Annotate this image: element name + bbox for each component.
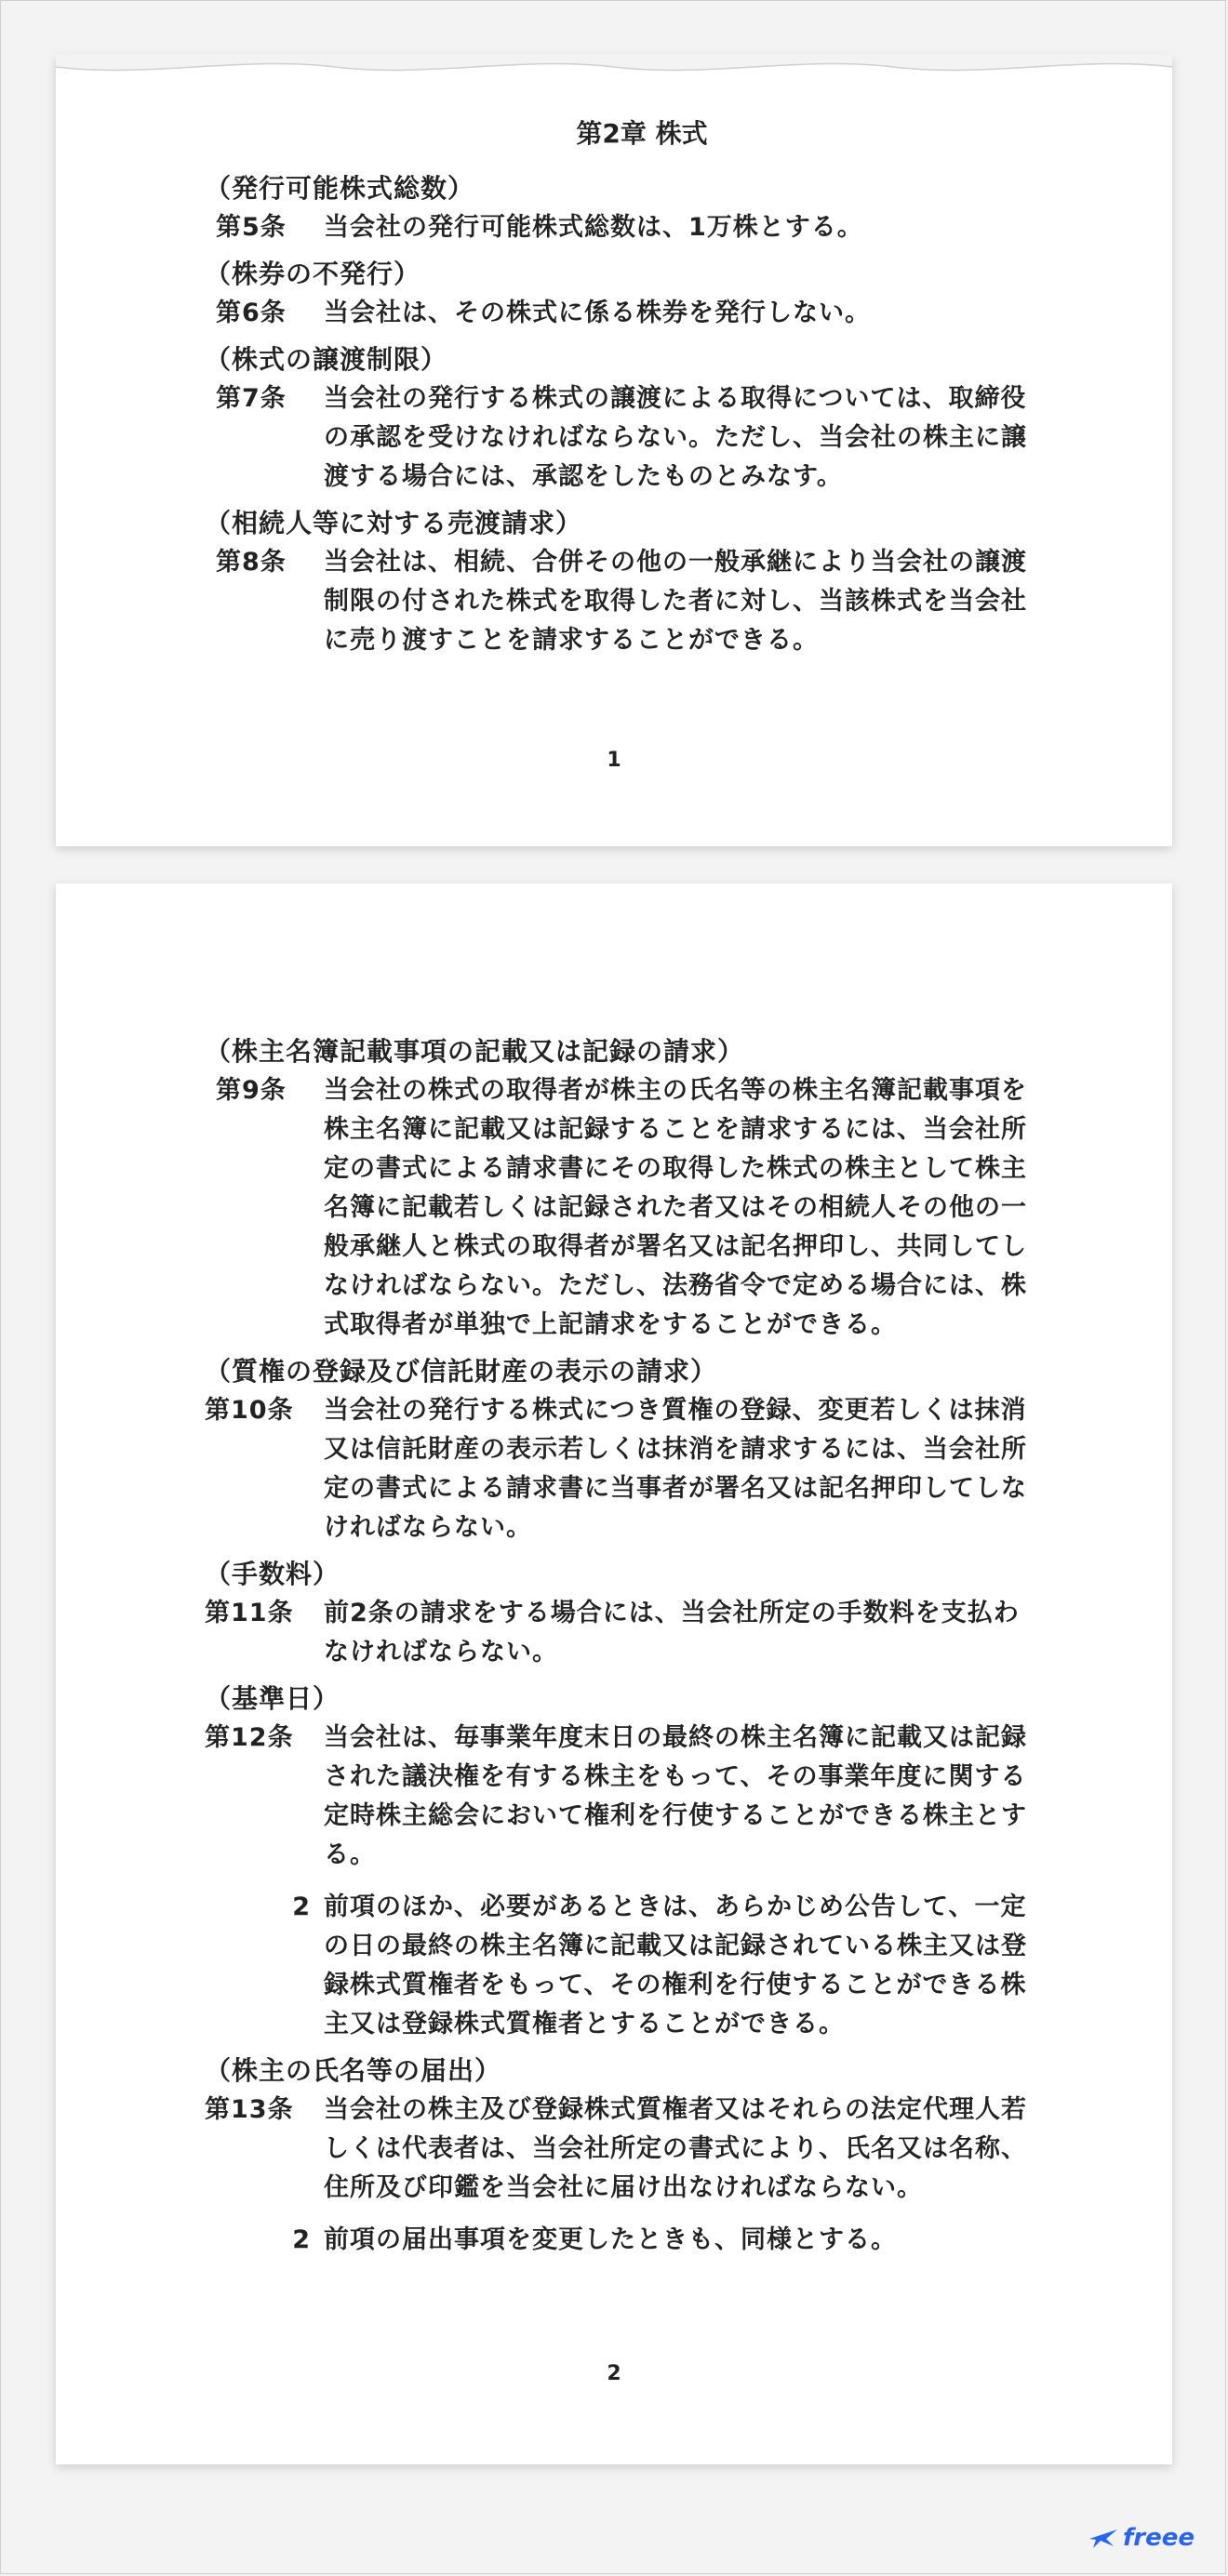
article-text: 当会社の発行する株式につき質権の登録、変更若しくは抹消又は信託財産の表示若しくは抹消を請求するには、当会社所定の書式による請求書に当事者が署名又は記名押印してしなければならない。 (324, 1396, 1027, 1542)
article-heading: （株主名簿記載事項の記載又は記録の請求） (205, 1036, 745, 1067)
article-10 (205, 1352, 1042, 1547)
article-9 (205, 1032, 1042, 1345)
torn-edge (56, 54, 1172, 80)
paragraph-text: 前項のほか、必要があるときは、あらかじめ公告して、一定の日の最終の株主名簿に記載又は記録されている株主又は登録株式質権者をもって、その権利を行使することができる株主又は登録株式質権者とすることができる。 (324, 1892, 1027, 2038)
logo-text: freee (1122, 2524, 1195, 2552)
article-heading: （質権の登録及び信託財産の表示の請求） (205, 1356, 718, 1387)
article-number: 第12条 (205, 1723, 294, 1752)
page-number: 1 (607, 749, 621, 772)
freee-logo (1088, 2524, 1195, 2552)
article-number: 第5条 (216, 213, 287, 242)
article-text: 当会社の株式の取得者が株主の氏名等の株主名簿記載事項を株主名簿に記載又は記録することを請求するには、当会社所定の書式による請求書にその取得した株式の株主として株主名簿に記載若しくは記録された者又はその相続人その他の一般承継人と株式の取得者が署名又は記名押印し、共同してしなければならない。ただし、法務省令で定める場合には、株式取得者が単独で上記請求をすることができる。 (324, 1076, 1027, 1339)
article-text: 前2条の請求をする場合には、当会社所定の手数料を支払わなければならない。 (324, 1599, 1020, 1666)
paragraph-text: 前項の届出事項を変更したときも、同様とする。 (324, 2225, 897, 2254)
article-13 (205, 2052, 1042, 2260)
article-heading: （株主の氏名等の届出） (205, 2055, 502, 2086)
article-8 (205, 504, 1042, 660)
article-number: 第8条 (216, 548, 287, 577)
article-6 (205, 255, 1042, 333)
article-text: 当会社の発行可能株式総数は、1万株とする。 (324, 213, 863, 242)
article-number: 第10条 (205, 1396, 294, 1425)
article-heading: （発行可能株式総数） (205, 173, 475, 204)
document-page-2 (56, 883, 1172, 2464)
article-heading: （株券の不発行） (205, 259, 421, 289)
article-7 (205, 340, 1042, 497)
article-text: 当会社は、その株式に係る株券を発行しない。 (324, 299, 871, 327)
article-heading: （基準日） (205, 1683, 340, 1714)
article-text: 当会社は、毎事業年度末日の最終の株主名簿に記載又は記録された議決権を有する株主をもって、その事業年度に関する定時株主総会において権利を行使することができる株主とする。 (324, 1723, 1027, 1869)
article-text: 当会社の株主及び登録株式質権者又はそれらの法定代理人若しくは代表者は、当会社所定の書式により、氏名又は名称、住所及び印鑑を当会社に届け出なければならない。 (324, 2095, 1027, 2202)
freee-bird-icon (1088, 2526, 1119, 2550)
article-5 (205, 169, 1042, 247)
article-12 (205, 1680, 1042, 2044)
article-number: 第7条 (216, 384, 287, 413)
article-heading: （手数料） (205, 1559, 340, 1589)
article-heading: （株式の譲渡制限） (205, 344, 448, 375)
article-number: 第13条 (205, 2095, 294, 2124)
paragraph-number: 2 (292, 1892, 311, 1921)
article-number: 第11条 (205, 1599, 294, 1627)
article-11 (205, 1555, 1042, 1672)
page-number: 2 (607, 2362, 621, 2385)
article-number: 第6条 (216, 299, 287, 327)
article-text: 当会社は、相続、合併その他の一般承継により当会社の譲渡制限の付された株式を取得した者に対し、当該株式を当会社に売り渡すことを請求することができる。 (324, 548, 1027, 655)
chapter-title: 第2章 株式 (576, 118, 708, 149)
document-page-1 (56, 56, 1172, 846)
article-text: 当会社の発行する株式の譲渡による取得については、取締役の承認を受けなければならない。ただし、当会社の株主に譲渡する場合には、承認をしたものとみなす。 (324, 384, 1027, 491)
paragraph-number: 2 (292, 2225, 311, 2254)
article-heading: （相続人等に対する売渡請求） (205, 508, 583, 538)
article-number: 第9条 (216, 1076, 287, 1105)
